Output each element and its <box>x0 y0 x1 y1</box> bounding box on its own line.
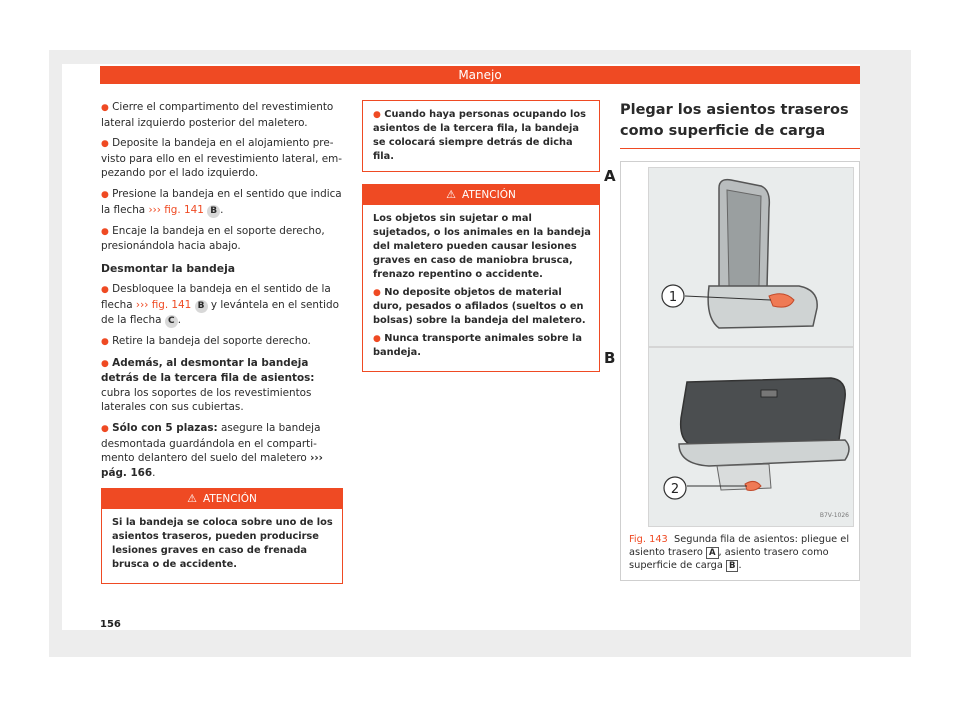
figure-link[interactable]: ››› fig. 141 <box>148 203 204 216</box>
panel-marker: A <box>706 547 719 559</box>
figure-panel-a <box>648 167 854 347</box>
warning-box <box>101 488 343 584</box>
column-middle <box>362 100 600 372</box>
warning-box <box>362 184 600 372</box>
page-link[interactable]: ››› pág. 166 <box>101 452 323 479</box>
image-code: B7V-1026 <box>819 512 849 520</box>
bullet-icon: ● <box>101 423 109 434</box>
warning-text: Si la bandeja se coloca sobre uno de los asientos traseros, pueden producirse lesiones graves en caso de frenada brusca o de accidente. <box>112 517 333 571</box>
bullet-icon: ● <box>101 103 109 113</box>
figure <box>604 161 860 581</box>
list-item: ● Encaje la bandeja en el soporte derecho, presionándola hacia abajo. <box>101 224 325 253</box>
warning-text: Los objetos sin sujetar o mal sujetados, o los animales en la bandeja del maletero pueden causar lesiones graves en caso de maniobra brusca, frenazo repentino o accidente. ● No deposite objetos de material duro, pesados o afilados (sueltos o en bolsas) sobre la bandeja del maletero. ● Nunca transporte animales sobre la bandeja. <box>373 213 591 358</box>
bullet-icon: ● <box>373 334 381 344</box>
subheading: Desmontar la bandeja <box>101 261 236 275</box>
bullet-icon: ● <box>373 110 381 120</box>
warning-header: ⚠ ATENCIÓN <box>363 185 599 205</box>
warning-header: ⚠ ATENCIÓN <box>102 489 342 509</box>
panel-marker: B <box>726 560 738 572</box>
list-item: ● Además, al desmontar la bandeja detrás de la tercera fila de asientos: cubra los soportes de los revestimientos laterales con sus cubiertas. <box>101 356 315 414</box>
bullet-icon: ● <box>101 139 109 150</box>
warning-icon: ⚠ <box>187 492 198 506</box>
list-item: ● Retire la bandeja del soporte derecho. <box>101 334 311 347</box>
folded-seat-illustration <box>649 168 854 346</box>
column-right <box>604 100 860 581</box>
bullet-icon: ● <box>101 226 109 237</box>
bullet-icon: ● <box>101 336 109 347</box>
list-item: ● Presione la bandeja en el sentido que indica la flecha ››› fig. 141 B . <box>101 187 342 216</box>
callout-1: 1 <box>668 290 678 305</box>
note-box: ● Cuando haya personas ocupando los asientos de la tercera fila, la bandeja se colocará siempre detrás de dicha fila. <box>362 100 600 172</box>
page-number: 156 <box>100 619 121 630</box>
list-item: ● Cierre el compartimento del revestimiento lateral izquierdo posterior del maletero. <box>101 101 334 129</box>
bullet-icon: ● <box>101 358 109 369</box>
bullet-icon: ● <box>373 288 381 298</box>
list-item: ● Sólo con 5 plazas: asegure la bandeja desmontada guardándola en el compartimento delantero del suelo del maletero ››› pág. 166. <box>101 421 323 479</box>
bullet-icon: ● <box>101 189 109 200</box>
arrow-marker: B <box>195 300 208 313</box>
panel-label-b: B <box>604 349 616 367</box>
column-left <box>101 100 343 584</box>
section-header: Manejo <box>100 66 860 84</box>
figure-link[interactable]: ››› fig. 141 <box>135 298 192 311</box>
figure-panel-b <box>648 347 854 527</box>
cargo-surface-illustration <box>649 348 854 526</box>
section-title: Plegar los asientos traseros como superficie de carga <box>620 100 860 149</box>
warning-icon: ⚠ <box>446 188 457 201</box>
bullet-icon: ● <box>101 285 109 296</box>
arrow-marker: B <box>207 205 220 218</box>
list-item: ● Deposite la bandeja en el alojamiento previsto para ello en el revestimiento lateral, empezando por el lado izquierdo. <box>101 137 342 180</box>
callout-2: 2 <box>670 482 680 497</box>
arrow-marker: C <box>165 315 178 328</box>
figure-caption: Fig. 143 Segunda fila de asientos: pliegue el asiento trasero A , asiento trasero como superficie de carga B . <box>629 534 850 571</box>
panel-label-a: A <box>604 167 616 185</box>
list-item: ● Desbloquee la bandeja en el sentido de la flecha ››› fig. 141 B y levántela en el sentido de la flecha C . <box>101 283 339 326</box>
